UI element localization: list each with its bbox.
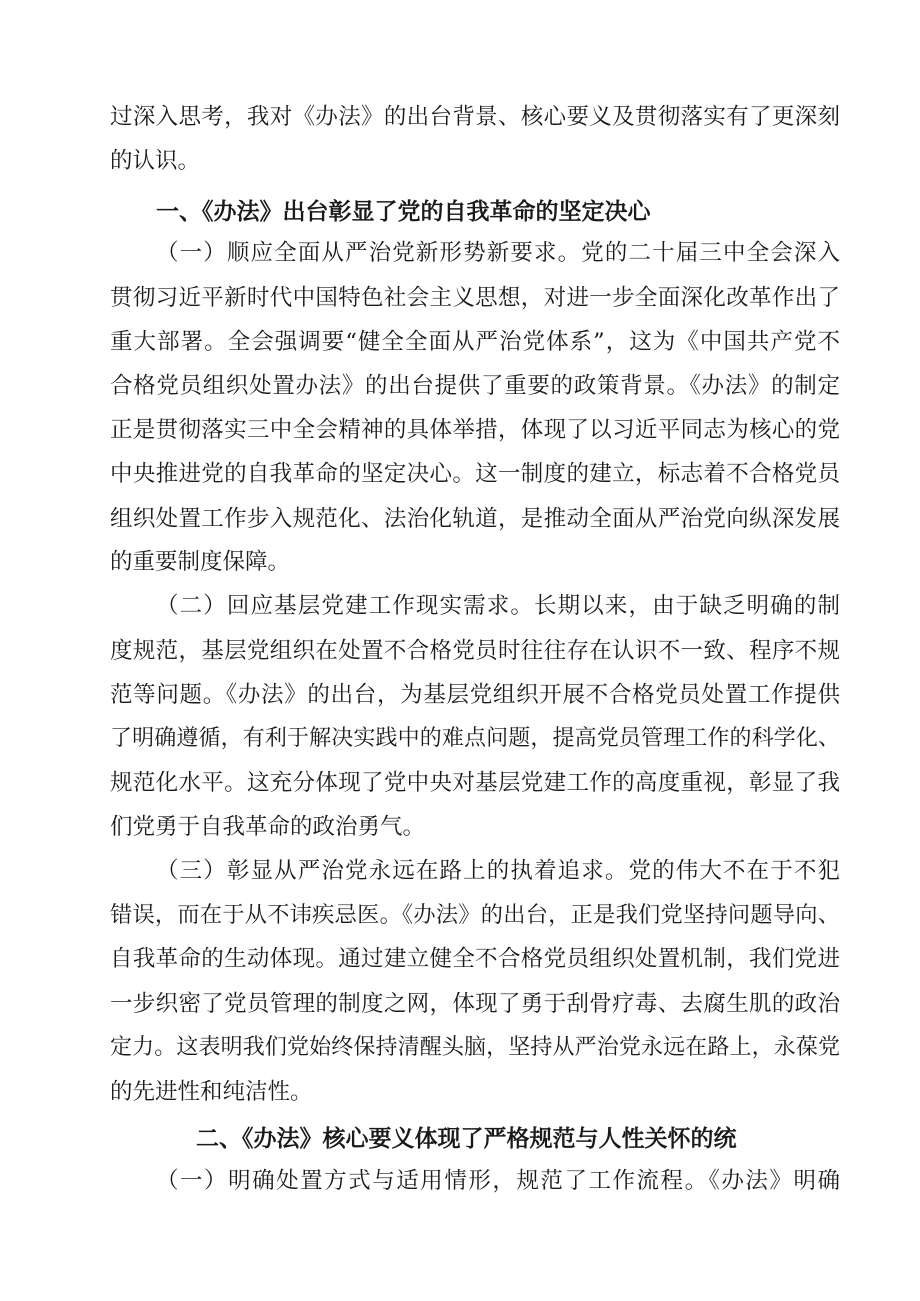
para3-line-1: （三）彰显从严治党永远在路上的执着追求。党的伟大不在于不犯 [156, 858, 840, 884]
para1-line-5: 正是贯彻落实三中全会精神的具体举措，体现了以习近平同志为核心的党 [110, 417, 840, 443]
para2-line-1: （二）回应基层党建工作现实需求。长期以来，由于缺乏明确的制 [156, 593, 840, 619]
para3-line-5: 定力。这表明我们党始终保持清醒头脑，坚持从严治党永远在路上，永葆党 [110, 1035, 840, 1060]
para2-line-4: 了明确遵循，有利于解决实践中的难点问题，提高党员管理工作的科学化、 [110, 726, 840, 751]
para3-line-2: 错误，而在于从不讳疾忌医。《办法》的出台，正是我们党坚持问题导向、 [110, 902, 840, 928]
intro-line-1: 过深入思考，我对《办法》的出台背景、核心要义及贯彻落实有了更深刻 [110, 104, 840, 130]
para1-line-4: 合格党员组织处置办法》的出台提供了重要的政策背景。《办法》的制定 [110, 373, 840, 399]
para2-line-3: 范等问题。《办法》的出台，为基层党组织开展不合格党员处置工作提供 [110, 682, 840, 708]
para2-line-6: 们党勇于自我革命的政治勇气。 [110, 814, 426, 840]
para1-line-2: 贯彻习近平新时代中国特色社会主义思想，对进一步全面深化改革作出了 [110, 285, 840, 311]
para1-line-7: 组织处置工作步入规范化、法治化轨道，是推动全面从严治党向纵深发展 [110, 506, 840, 532]
para1-line-3: 重大部署。全会强调要“健全全面从严治党体系”，这为《中国共产党不 [110, 329, 840, 355]
para1-line-8: 的重要制度保障。 [110, 549, 291, 575]
para2-line-2: 度规范，基层党组织在处置不合格党员时往往存在认识不一致、程序不规 [110, 638, 840, 664]
intro-line-2: 的认识。 [110, 148, 201, 174]
para3-line-3: 自我革命的生动体现。通过建立健全不合格党员组织处置机制，我们党进 [110, 946, 840, 972]
para2-line-5: 规范化水平。这充分体现了党中央对基层党建工作的高度重视，彰显了我 [110, 770, 840, 796]
section-heading-1: 一、《办法》出台彰显了党的自我革命的坚定决心 [156, 199, 651, 225]
para3-line-4: 一步织密了党员管理的制度之网，体现了勇于刮骨疗毒、去腐生肌的政治 [110, 991, 840, 1017]
section-heading-2: 二、《办法》核心要义体现了严格规范与人性关怀的统 [196, 1126, 737, 1152]
para4-line-1: （一）明确处置方式与适用情形，规范了工作流程。《办法》明确 [156, 1168, 840, 1194]
para3-line-6: 的先进性和纯洁性。 [110, 1079, 313, 1105]
para1-line-6: 中央推进党的自我革命的坚定决心。这一制度的建立，标志着不合格党员 [110, 461, 840, 487]
para1-line-1: （一）顺应全面从严治党新形势新要求。党的二十届三中全会深入 [156, 240, 840, 266]
